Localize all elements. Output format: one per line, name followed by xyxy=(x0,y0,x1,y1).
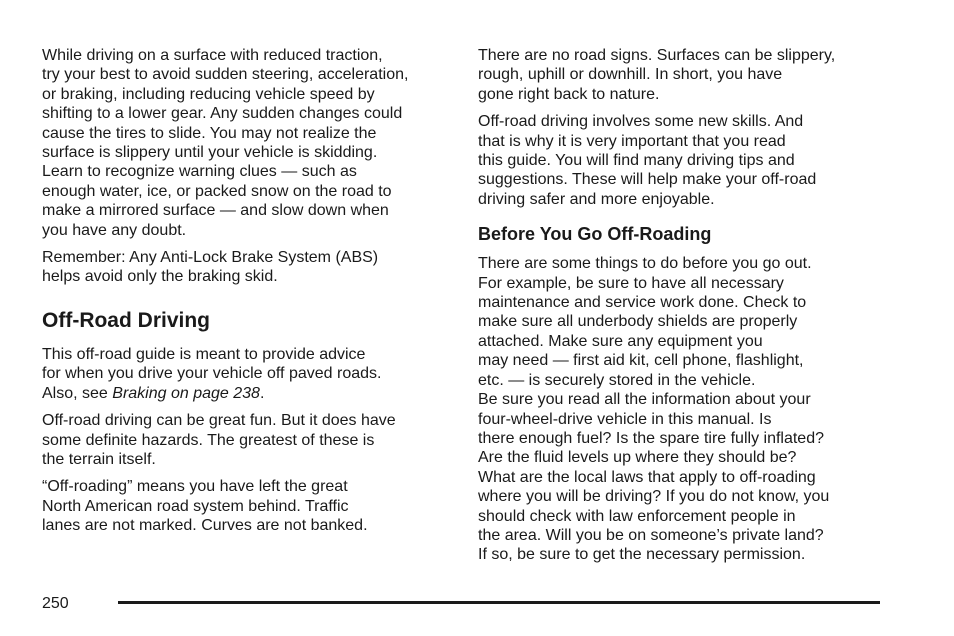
paragraph-reduced-traction xyxy=(42,46,452,240)
text-line: There are some things to do before you go out. xyxy=(478,255,812,273)
section-heading-off-road-driving: Off-Road Driving xyxy=(42,308,210,332)
text-line: where you will be driving? If you do not know, you xyxy=(478,488,830,506)
text-line: “Off-roading” means you have left the great xyxy=(42,478,348,496)
text-line: There are no road signs. Surfaces can be slippery, xyxy=(478,47,836,64)
paragraph-hazards xyxy=(42,411,452,469)
text-line: Remember: Any Anti-Lock Brake System (ABS) xyxy=(42,249,379,267)
left-column xyxy=(42,46,452,544)
text-line: make sure all underbody shields are properly xyxy=(478,313,798,331)
text-line: for when you drive your vehicle off paved roads. xyxy=(42,365,382,383)
text-line: or braking, including reducing vehicle speed by xyxy=(42,85,375,103)
text-line: enough water, ice, or packed snow on the road to xyxy=(42,182,392,200)
text-line: the area. Will you be on someone’s private land? xyxy=(478,526,824,544)
text-line: This off-road guide is meant to provide advice xyxy=(42,345,366,363)
text-line: shifting to a lower gear. Any sudden changes could xyxy=(42,105,403,123)
footer-divider xyxy=(118,601,880,604)
text-line xyxy=(42,384,452,403)
text-line: you have any doubt. xyxy=(42,221,187,239)
paragraph-new-skills xyxy=(478,112,888,209)
paragraph-off-roading-definition xyxy=(42,477,452,535)
text-line: suggestions. These will help make your off-road xyxy=(478,171,817,189)
text-line: may need — first aid kit, cell phone, flashlight, xyxy=(478,352,804,370)
paragraph-preparation xyxy=(478,254,888,565)
text-fragment: . xyxy=(259,384,265,402)
text-line: lanes are not marked. Curves are not banked. xyxy=(42,517,368,535)
text-line: Learn to recognize warning clues — such as xyxy=(42,163,357,181)
text-line: this guide. You will find many driving tips and xyxy=(478,152,795,170)
cross-reference-link[interactable]: Braking on page 238 xyxy=(112,384,260,402)
text-line: four-wheel-drive vehicle in this manual. Is xyxy=(478,410,772,428)
text-line: Are the fluid levels up where they should be? xyxy=(478,449,797,467)
paragraph-abs-reminder xyxy=(42,248,452,287)
text-line: maintenance and service work done. Check to xyxy=(478,294,807,312)
text-line: make a mirrored surface — and slow down when xyxy=(42,202,389,220)
text-line: For example, be sure to have all necessary xyxy=(478,274,784,292)
text-line: helps avoid only the braking skid. xyxy=(42,268,278,286)
text-line: the terrain itself. xyxy=(42,450,156,468)
text-line: Off-road driving involves some new skills. And xyxy=(478,113,804,131)
text-line: etc. — is securely stored in the vehicle. xyxy=(478,371,756,389)
text-line: North American road system behind. Traffic xyxy=(42,497,349,515)
text-line: If so, be sure to get the necessary permission. xyxy=(478,546,806,564)
section-heading-before-you-go: Before You Go Off-Roading xyxy=(478,224,712,245)
text-line: While driving on a surface with reduced traction, xyxy=(42,47,383,64)
text-line: surface is slippery until your vehicle is skidding. xyxy=(42,144,378,162)
text-line: attached. Make sure any equipment you xyxy=(478,332,763,350)
text-line: Off-road driving can be great fun. But it does have xyxy=(42,412,396,430)
paragraph-guide-intro xyxy=(42,345,452,403)
text-fragment: Also, see xyxy=(42,384,113,402)
text-line: rough, uphill or downhill. In short, you have xyxy=(478,66,783,84)
text-line: should check with law enforcement people in xyxy=(478,507,796,525)
right-column xyxy=(478,46,888,573)
text-line: cause the tires to slide. You may not realize the xyxy=(42,124,377,142)
text-line: try your best to avoid sudden steering, acceleration, xyxy=(42,66,409,84)
text-line: What are the local laws that apply to off-roading xyxy=(478,468,816,486)
page-number: 250 xyxy=(42,595,69,612)
text-line: Be sure you read all the information about your xyxy=(478,391,811,409)
text-line: driving safer and more enjoyable. xyxy=(478,190,715,208)
text-line: there enough fuel? Is the spare tire fully inflated? xyxy=(478,429,824,447)
text-line: some definite hazards. The greatest of these is xyxy=(42,431,375,449)
text-line: gone right back to nature. xyxy=(478,85,660,103)
paragraph-no-road-signs xyxy=(478,46,888,104)
text-line: that is why it is very important that you read xyxy=(478,132,786,150)
